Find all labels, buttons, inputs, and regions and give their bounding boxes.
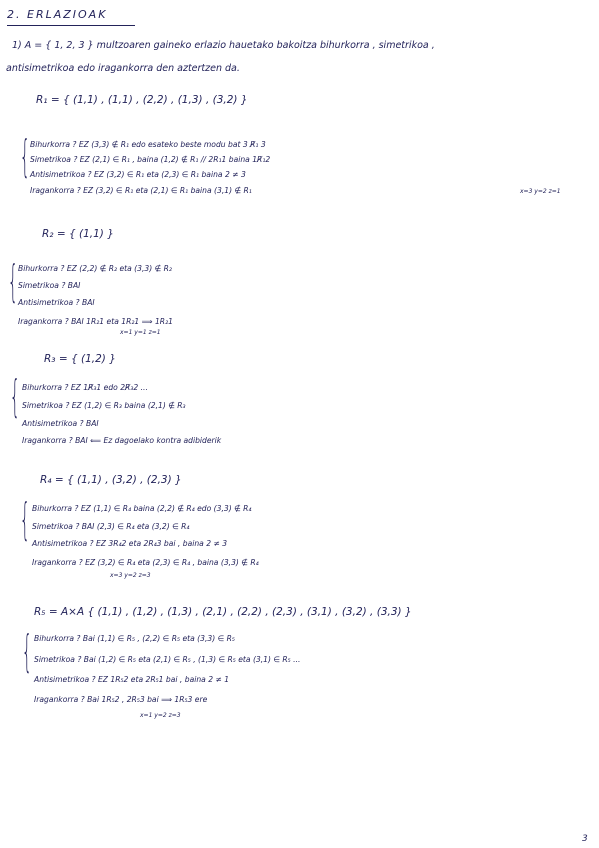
relation-r2-definition: R₂ = { (1,1) } — [42, 228, 114, 240]
r1-antisymmetric: Antisimetrikoa ? EZ (3,2) ∈ R₁ eta (2,3) ∈ R₁ baina 2 ≠ 3 — [30, 170, 246, 179]
r2-transitive: Iragankorra ? BAI 1R₂1 eta 1R₂1 ⟹ 1R₂1 — [18, 317, 173, 326]
r2-transitive-values: x=1 y=1 z=1 — [120, 329, 161, 336]
r4-transitive: Iragankorra ? EZ (3,2) ∈ R₄ eta (2,3) ∈ R₄ , baina (3,3) ∉ R₄ — [32, 558, 259, 567]
page-title: 2. ERLAZIOAK — [7, 8, 108, 21]
r3-symmetric: Simetrikoa ? EZ (1,2) ∈ R₃ baina (2,1) ∉ R₃ — [22, 401, 186, 410]
r3-antisymmetric: Antisimetrikoa ? BAI — [22, 419, 99, 428]
relation-r5-brace: { — [22, 626, 32, 677]
title-underline — [7, 25, 135, 26]
relation-r5-definition: R₅ = A×A { (1,1) , (1,2) , (1,3) , (2,1) , (2,2) , (2,3) , (3,1) , (3,2) , (3,3) } — [34, 606, 412, 618]
r5-transitive: Iragankorra ? Bai 1R₅2 , 2R₅3 bai ⟹ 1R₅3 ere — [34, 695, 208, 704]
r1-transitive-values: x=3 y=2 z=1 — [520, 188, 561, 195]
relation-r4-brace: { — [20, 494, 30, 545]
relation-r1-brace: { — [20, 131, 30, 182]
relation-r1-definition: R₁ = { (1,1) , (1,1) , (2,2) , (1,3) , (3,2) } — [36, 94, 248, 106]
r2-reflexive: Bihurkorra ? EZ (2,2) ∉ R₂ eta (3,3) ∉ R₂ — [18, 264, 172, 273]
r1-symmetric: Simetrikoa ? EZ (2,1) ∈ R₁ , baina (1,2) ∉ R₁ // 2R₁1 baina 1R̸₁2 — [30, 155, 271, 164]
r1-transitive: Iragankorra ? EZ (3,2) ∈ R₁ eta (2,1) ∈ R₁ baina (3,1) ∉ R₁ — [30, 186, 252, 195]
exercise-statement-line1: 1) A = { 1, 2, 3 } multzoaren gaineko erlazio hauetako bakoitza bihurkorra , simetrikoa , — [12, 40, 435, 51]
r3-transitive: Iragankorra ? BAI ⟸ Ez dagoelako kontra adibiderik — [22, 436, 222, 445]
relation-r2-brace: { — [8, 256, 18, 307]
r5-transitive-values: x=1 y=2 z=3 — [140, 712, 181, 719]
r3-reflexive: Bihurkorra ? EZ 1R̸₃1 edo 2R̸₃2 ... — [22, 383, 148, 392]
r5-symmetric: Simetrikoa ? Bai (1,2) ∈ R₅ eta (2,1) ∈ R₅ , (1,3) ∈ R₅ eta (3,1) ∈ R₅ ... — [34, 655, 301, 664]
r4-reflexive: Bihurkorra ? EZ (1,1) ∈ R₄ baina (2,2) ∉ R₄ edo (3,3) ∉ R₄ — [32, 504, 252, 513]
r4-transitive-values: x=3 y=2 z=3 — [110, 572, 151, 579]
relation-r4-definition: R₄ = { (1,1) , (3,2) , (2,3) } — [40, 474, 182, 486]
exercise-statement-line2: antisimetrikoa edo iragankorra den aztertzen da. — [6, 63, 240, 74]
r4-antisymmetric: Antisimetrikoa ? EZ 3R₄2 eta 2R₄3 bai , baina 2 ≠ 3 — [32, 539, 228, 548]
relation-r3-brace: { — [10, 371, 20, 422]
r5-antisymmetric: Antisimetrikoa ? EZ 1R₅2 eta 2R₅1 bai , baina 2 ≠ 1 — [34, 675, 230, 684]
r4-symmetric: Simetrikoa ? BAI (2,3) ∈ R₄ eta (3,2) ∈ R₄ — [32, 522, 190, 531]
page-number: 3 — [582, 834, 588, 844]
r2-symmetric: Simetrikoa ? BAI — [18, 281, 81, 290]
r5-reflexive: Bihurkorra ? Bai (1,1) ∈ R₅ , (2,2) ∈ R₅ eta (3,3) ∈ R₅ — [34, 634, 235, 643]
relation-r3-definition: R₃ = { (1,2) } — [44, 353, 116, 365]
r2-antisymmetric: Antisimetrikoa ? BAI — [18, 298, 95, 307]
r1-reflexive: Bihurkorra ? EZ (3,3) ∉ R₁ edo esateko beste modu bat 3 R̸₁ 3 — [30, 140, 266, 149]
